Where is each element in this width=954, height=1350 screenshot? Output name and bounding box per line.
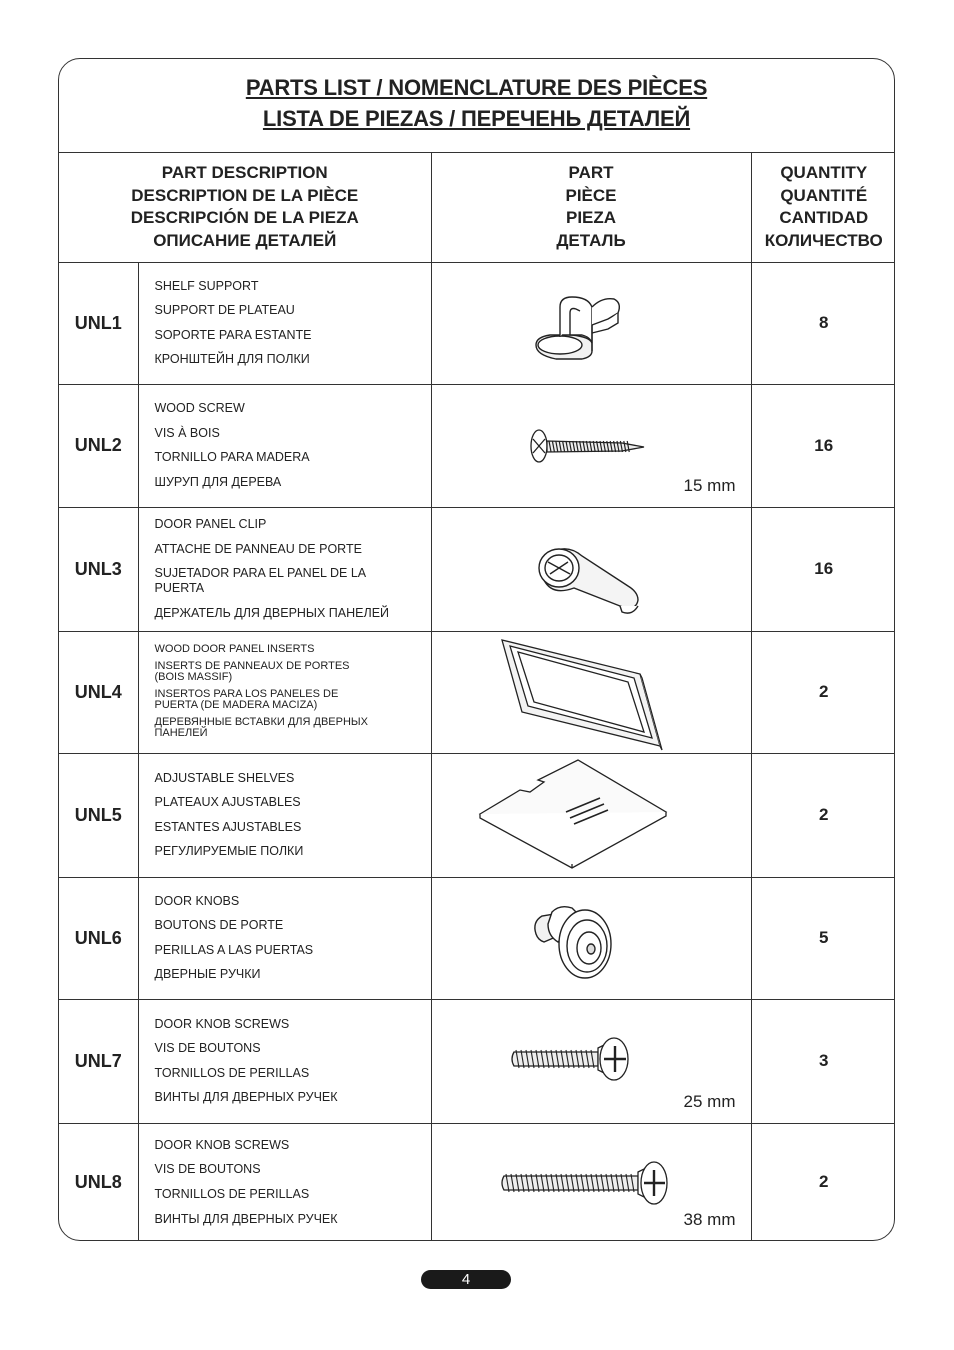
description-line: DOOR PANEL CLIP	[154, 517, 267, 532]
part-code: UNL8	[59, 1123, 138, 1241]
description-line: ДВЕРНЫЕ РУЧКИ	[154, 967, 261, 982]
description-line: ATTACHE DE PANNEAU DE PORTE	[154, 541, 362, 556]
table-row	[59, 507, 895, 631]
title-box	[59, 59, 894, 153]
description-line: DOOR KNOB SCREWS	[154, 1016, 290, 1031]
part-image-cell	[431, 507, 751, 631]
part-description	[138, 753, 431, 877]
part-code: UNL3	[59, 507, 138, 631]
part-image-cell	[431, 1123, 751, 1241]
part-description	[138, 999, 431, 1123]
table-row	[59, 262, 895, 384]
description-line: ДЕРЖАТЕЛЬ ДЛЯ ДВЕРНЫХ ПАНЕЛЕЙ	[154, 605, 390, 620]
header-description-en: PART DESCRIPTION	[161, 163, 328, 183]
part-description	[138, 631, 431, 753]
header-part-ru: ДЕТАЛЬ	[556, 230, 626, 250]
description-line: BOUTONS DE PORTE	[154, 918, 284, 933]
header-quantity-es: CANTIDAD	[779, 208, 869, 228]
description-line: SUPPORT DE PLATEAU	[154, 303, 295, 318]
description-line: КРОНШТЕЙН ДЛЯ ПОЛКИ	[154, 352, 310, 367]
parts-list-frame	[58, 58, 895, 1241]
part-code: UNL7	[59, 999, 138, 1123]
description-line: WOOD DOOR PANEL INSERTS	[154, 643, 315, 656]
part-quantity: 2	[751, 631, 895, 753]
part-code: UNL2	[59, 384, 138, 507]
header-part-en: PART	[568, 163, 614, 183]
header-quantity	[751, 153, 895, 262]
description-line: ADJUSTABLE SHELVES	[154, 770, 295, 785]
part-quantity: 8	[751, 262, 895, 384]
shelf-support-icon	[432, 263, 750, 385]
header-part-es: PIEZA	[565, 208, 617, 228]
part-size: 15 mm	[683, 475, 736, 495]
part-quantity: 16	[751, 507, 895, 631]
table-row	[59, 384, 895, 507]
description-line: PLATEAUX AJUSTABLES	[154, 795, 301, 810]
header-quantity-en: QUANTITY	[780, 163, 868, 183]
description-line: VIS À BOIS	[154, 425, 220, 440]
header-part-fr: PIÈCE	[565, 185, 617, 205]
part-image-cell	[431, 631, 751, 753]
description-line: SUJETADOR PARA EL PANEL DE LA PUERTA	[154, 566, 367, 596]
description-line: VIS DE BOUTONS	[154, 1041, 261, 1056]
description-line: SHELF SUPPORT	[154, 278, 259, 293]
description-line: TORNILLOS DE PERILLAS	[154, 1065, 310, 1080]
description-line: ШУРУП ДЛЯ ДЕРЕВА	[154, 474, 282, 489]
part-description	[138, 384, 431, 507]
description-line: INSERTS DE PANNEAUX DE PORTES (BOIS MASSIF)	[154, 659, 350, 684]
part-description	[138, 262, 431, 384]
table-row	[59, 753, 895, 877]
description-line: DOOR KNOB SCREWS	[154, 1137, 290, 1152]
description-line: TORNILLOS DE PERILLAS	[154, 1187, 310, 1202]
description-line: РЕГУЛИРУЕМЫЕ ПОЛКИ	[154, 844, 304, 859]
description-line: ВИНТЫ ДЛЯ ДВЕРНЫХ РУЧЕК	[154, 1211, 338, 1226]
part-size: 25 mm	[683, 1091, 736, 1111]
part-image-cell	[431, 753, 751, 877]
description-line: PERILLAS A LAS PUERTAS	[154, 942, 314, 957]
header-part	[431, 153, 751, 262]
part-quantity: 3	[751, 999, 895, 1123]
part-code: UNL5	[59, 753, 138, 877]
part-description	[138, 877, 431, 999]
header-description-es: DESCRIPCIÓN DE LA PIEZA	[130, 208, 359, 228]
header-description-ru: ОПИСАНИЕ ДЕТАЛЕЙ	[153, 230, 337, 250]
part-quantity: 16	[751, 384, 895, 507]
header-quantity-fr: QUANTITÉ	[780, 185, 868, 205]
adjustable-shelf-icon	[432, 754, 750, 878]
part-description	[138, 507, 431, 631]
part-image-cell	[431, 877, 751, 999]
description-line: TORNILLO PARA MADERA	[154, 450, 310, 465]
description-line: SOPORTE PARA ESTANTE	[154, 327, 312, 342]
header-quantity-ru: КОЛИЧЕСТВО	[764, 230, 883, 250]
part-image-cell	[431, 999, 751, 1123]
description-line: DOOR KNOBS	[154, 893, 240, 908]
part-image-cell	[431, 384, 751, 507]
table-row	[59, 1123, 895, 1241]
page-number: 4	[421, 1270, 511, 1289]
header-description	[59, 153, 431, 262]
table-row	[59, 877, 895, 999]
table-header-row	[59, 153, 895, 262]
part-code: UNL1	[59, 262, 138, 384]
part-description	[138, 1123, 431, 1241]
description-line: WOOD SCREW	[154, 401, 245, 416]
table-row	[59, 631, 895, 753]
part-quantity: 5	[751, 877, 895, 999]
description-line: ESTANTES AJUSTABLES	[154, 819, 302, 834]
part-quantity: 2	[751, 753, 895, 877]
table-row	[59, 999, 895, 1123]
part-code: UNL6	[59, 877, 138, 999]
header-description-fr: DESCRIPTION DE LA PIÈCE	[131, 185, 359, 205]
description-line: ВИНТЫ ДЛЯ ДВЕРНЫХ РУЧЕК	[154, 1090, 338, 1105]
part-size: 38 mm	[683, 1210, 736, 1229]
parts-table	[59, 153, 895, 1241]
part-image-cell	[431, 262, 751, 384]
page-title: PARTS LIST / NOMENCLATURE DES PIÈCES	[245, 75, 708, 100]
part-quantity: 2	[751, 1123, 895, 1241]
part-code: UNL4	[59, 631, 138, 753]
door-knob-icon	[432, 878, 750, 1000]
description-line: ДЕРЕВЯННЫЕ ВСТАВКИ ДЛЯ ДВЕРНЫХ ПАНЕЛЕЙ	[154, 715, 368, 740]
door-panel-insert-icon	[432, 632, 750, 754]
description-line: VIS DE BOUTONS	[154, 1162, 261, 1177]
description-line: INSERTOS PARA LOS PANELES DE PUERTA (DE MADERA MACIZA)	[154, 687, 339, 712]
page-subtitle: LISTA DE PIEZAS / ПЕРЕЧЕНЬ ДЕТАЛЕЙ	[262, 106, 691, 131]
door-panel-clip-icon	[432, 508, 750, 632]
